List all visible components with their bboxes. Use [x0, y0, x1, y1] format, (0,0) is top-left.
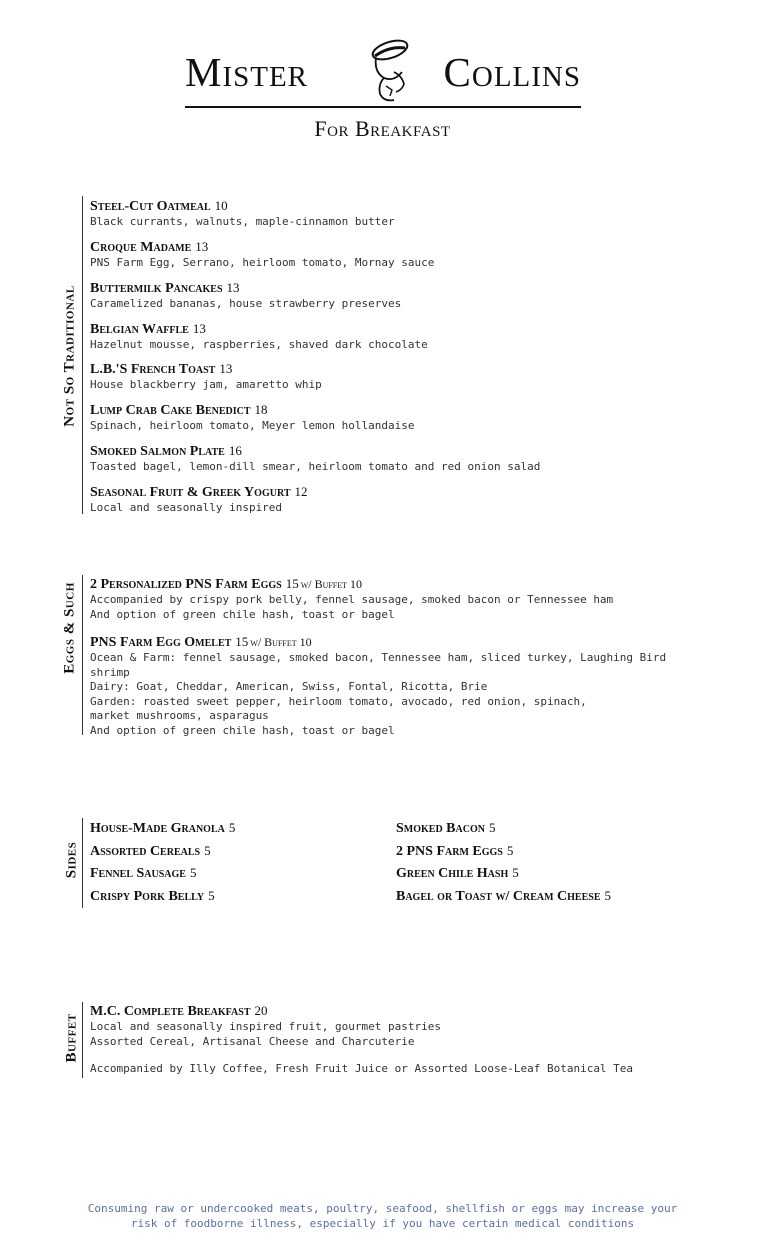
- menu-item: [90, 634, 690, 738]
- side-item: Crispy Pork Belly 5: [90, 888, 215, 904]
- item-name: PNS Farm Egg Omelet: [90, 635, 232, 650]
- item-description: Accompanied by crispy pork belly, fennel sausage, smoked bacon or Tennessee ham: [90, 593, 614, 606]
- item-price: 13: [219, 361, 233, 376]
- menu-item: [90, 361, 710, 393]
- item-description: Hazelnut mousse, raspberries, shaved dark chocolate: [90, 338, 428, 351]
- menu-item: [90, 484, 710, 516]
- section-divider: [82, 196, 83, 514]
- menu-item: [90, 402, 710, 434]
- brand-name-left: Mister: [185, 49, 309, 95]
- waiter-hat-icon: [350, 36, 416, 106]
- item-description: House blackberry jam, amaretto whip: [90, 378, 322, 391]
- item-description: Toasted bagel, lemon-dill smear, heirloom tomato and red onion salad: [90, 460, 541, 473]
- section-divider: [82, 575, 83, 735]
- menu-item: [90, 443, 710, 475]
- header-rule: [185, 106, 581, 108]
- item-description: And option of green chile hash, toast or bagel: [90, 723, 395, 737]
- item-description: Dairy: Goat, Cheddar, American, Swiss, Fontal, Ricotta, Brie: [90, 680, 488, 693]
- item-description: Spinach, heirloom tomato, Meyer lemon hollandaise: [90, 419, 415, 432]
- item-buffet-price: w/ Buffet 10: [250, 635, 312, 649]
- section-divider: [82, 1002, 83, 1078]
- item-name: Buttermilk Pancakes: [90, 281, 223, 296]
- item-description: Local and seasonally inspired: [90, 501, 283, 514]
- item-description: And option of green chile hash, toast or bagel: [90, 607, 395, 621]
- item-name: Belgian Waffle: [90, 322, 189, 337]
- side-item: Green Chile Hash 5: [396, 865, 519, 881]
- item-price: 13: [192, 321, 206, 336]
- item-name: M.C. Complete Breakfast: [90, 1004, 251, 1019]
- menu-item: [90, 321, 710, 353]
- side-item: 2 PNS Farm Eggs 5: [396, 843, 514, 859]
- health-disclaimer: Consuming raw or undercooked meats, poultry, seafood, shellfish or eggs may increase your risk of foodborne illness, especially if you have certain medical conditions: [87, 1202, 678, 1230]
- side-item: House-Made Granola 5: [90, 820, 236, 836]
- item-description: Local and seasonally inspired fruit, gourmet pastries: [90, 1020, 441, 1033]
- side-item: Assorted Cereals 5: [90, 843, 211, 859]
- item-name: 2 Personalized PNS Farm Eggs: [90, 577, 282, 592]
- item-name: Croque Madame: [90, 240, 192, 255]
- item-buffet-price: w/ Buffet 10: [300, 577, 363, 591]
- item-price: 20: [254, 1003, 268, 1018]
- item-description: Black currants, walnuts, maple-cinnamon butter: [90, 215, 395, 228]
- item-name: Smoked Salmon Plate: [90, 444, 225, 459]
- menu-item: [90, 198, 710, 230]
- item-description: Ocean & Farm: fennel sausage, smoked bacon, Tennessee ham, sliced turkey, Laughing Bird shrimp: [90, 651, 667, 679]
- item-price: 13: [226, 280, 240, 295]
- side-item: Bagel or Toast w/ Cream Cheese 5: [396, 888, 612, 904]
- item-description: Caramelized bananas, house strawberry preserves: [90, 297, 402, 310]
- item-price: 13: [195, 239, 209, 254]
- section-divider: [82, 818, 83, 908]
- brand-name-right: Collins: [443, 49, 581, 95]
- item-name: Seasonal Fruit & Greek Yogurt: [90, 485, 291, 500]
- item-price: 15: [285, 576, 299, 591]
- item-name: Steel-Cut Oatmeal: [90, 199, 211, 214]
- menu-item: [90, 239, 710, 271]
- side-item: Smoked Bacon 5: [396, 820, 496, 836]
- side-item: Fennel Sausage 5: [90, 865, 197, 881]
- item-name: L.B.'S French Toast: [90, 362, 216, 377]
- menu-subtitle: For Breakfast: [314, 116, 451, 141]
- item-price: 18: [254, 402, 268, 417]
- item-price: 16: [228, 443, 242, 458]
- item-description: Accompanied by Illy Coffee, Fresh Fruit Juice or Assorted Loose-Leaf Botanical Tea: [90, 1062, 634, 1075]
- item-name: Lump Crab Cake Benedict: [90, 403, 251, 418]
- menu-item: [90, 576, 710, 622]
- item-price: 15: [235, 634, 249, 649]
- item-description: Garden: roasted sweet pepper, heirloom tomato, avocado, red onion, spinach, market mushrooms, asparagus: [90, 694, 587, 722]
- menu-item: [90, 280, 710, 312]
- item-description: PNS Farm Egg, Serrano, heirloom tomato, Mornay sauce: [90, 256, 435, 269]
- item-price: 10: [214, 198, 228, 213]
- brand-logo: [185, 36, 581, 116]
- item-description: Assorted Cereal, Artisanal Cheese and Charcuterie: [90, 1034, 415, 1048]
- item-price: 12: [294, 484, 308, 499]
- menu-item: [90, 1003, 710, 1077]
